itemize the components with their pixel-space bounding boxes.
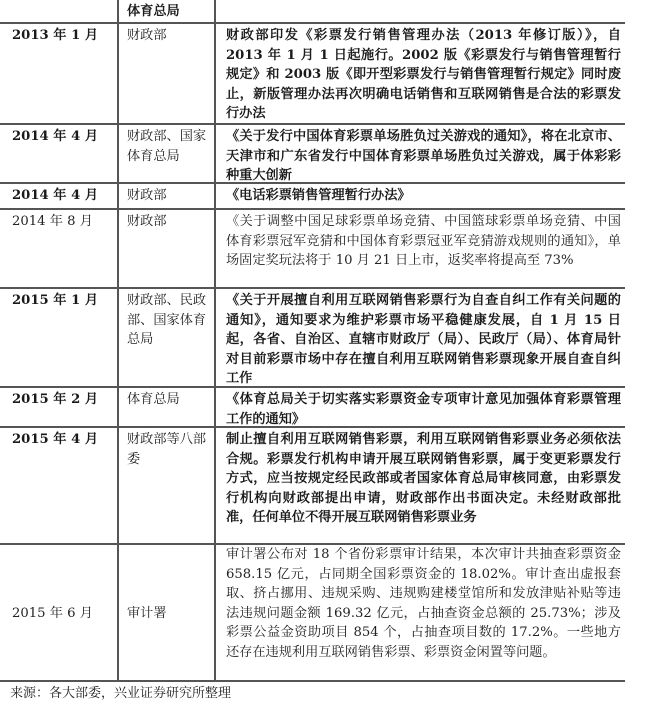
table-row (0, 428, 625, 545)
agency-cell: 财政部、民政部、国家体育总局 (117, 289, 214, 386)
date-cell: 2013 年 1 月 (12, 28, 99, 43)
agency-cell: 财政部等八部委 (117, 428, 214, 543)
content-cell: 《电话彩票销售管理暂行办法》 (214, 184, 625, 208)
agency-cell: 财政部、国家体育总局 (117, 125, 214, 182)
table-row (0, 545, 625, 682)
date-cell: 2014 年 8 月 (12, 214, 93, 229)
table-row (0, 24, 625, 125)
date-cell: 2015 年 2 月 (12, 392, 99, 407)
agency-cell: 财政部 (117, 184, 214, 208)
date-cell: 2015 年 1 月 (12, 293, 99, 308)
source-note: 来源：各大部委，兴业证券研究所整理 (10, 686, 232, 701)
content-cell (214, 0, 625, 22)
table-row (0, 0, 625, 24)
table-row (0, 388, 625, 428)
table-row (0, 184, 625, 210)
agency-cell (117, 545, 214, 680)
date-cell: 2014 年 4 月 (12, 129, 99, 144)
agency-cell: 财政部 (117, 24, 214, 123)
date-text: 2015 年 6 月 (12, 605, 93, 621)
content-cell: 《体育总局关于切实落实彩票资金专项审计意见加强体育彩票管理工作的通知》 (214, 388, 625, 426)
agency-cell: 财政部 (117, 210, 214, 287)
date-cell (0, 545, 117, 680)
table-row (0, 210, 625, 289)
content-cell: 制止擅自利用互联网销售彩票，利用互联网销售彩票业务必须依法合规。彩票发行机构申请开展互联网销售彩票，属于变更彩票发行方式，应当按规定经民政部或者国家体育总局审核同意，由彩票发行机构向财政部提出申请，财政部作出书面决定。未经财政部批准，任何单位不得开展互联网销售彩票业务 (214, 428, 625, 543)
date-cell: 2015 年 4 月 (12, 432, 99, 447)
agency-cell: 体育总局 (117, 0, 214, 22)
agency-text: 审计署 (127, 605, 167, 621)
content-cell: 审计署公布对 18 个省份彩票审计结果，本次审计共抽查彩票资金 658.15 亿元，占同期全国彩票资金的 18.02%。审计查出虚报套取、挤占挪用、违规采购、违规购建楼堂馆所和发放津贴补贴等违法违规问题金额 169.32 亿元，占抽查资金总额的 25.73%；涉及彩票公益金资助项目 854 个，占抽查项目数的 17.2%。一些地方还存在违规利用互联网销售彩票、彩票资金闲置等问题。 (214, 545, 625, 680)
content-cell: 《关于发行中国体育彩票单场胜负过关游戏的通知》，将在北京市、天津市和广东省发行中国体育彩票单场胜负过关游戏，属于体彩彩种重大创新 (214, 125, 625, 182)
date-cell (0, 0, 117, 22)
table-row (0, 125, 625, 184)
table-row (0, 289, 625, 388)
agency-cell: 体育总局 (117, 388, 214, 426)
content-cell: 《关于开展擅自利用互联网销售彩票行为自查自纠工作有关问题的通知》，通知要求为维护彩票市场平稳健康发展，自 1 月 15 日起，各省、自治区、直辖市财政厅（局）、民政厅（局）、体育局针对目前彩票市场中存在擅自利用互联网销售彩票现象开展自查自纠工作 (214, 289, 625, 386)
content-cell: 财政部印发《彩票发行销售管理办法（2013 年修订版）》，自 2013 年 1 月 1 日起施行。2002 版《彩票发行与销售管理暂行规定》和 2003 版《即开型彩票发行与销售管理暂行规定》同时废止，新版管理办法再次明确电话销售和互联网销售是合法的彩票发行办法 (214, 24, 625, 123)
date-cell: 2014 年 4 月 (12, 188, 99, 203)
content-cell: 《关于调整中国足球彩票单场竞猜、中国篮球彩票单场竞猜、中国体育彩票冠军竞猜和中国体育彩票冠亚军竞猜游戏规则的通知》，单场固定奖玩法将于 10 月 21 日上市，返奖率将提高至 73% (214, 210, 625, 287)
